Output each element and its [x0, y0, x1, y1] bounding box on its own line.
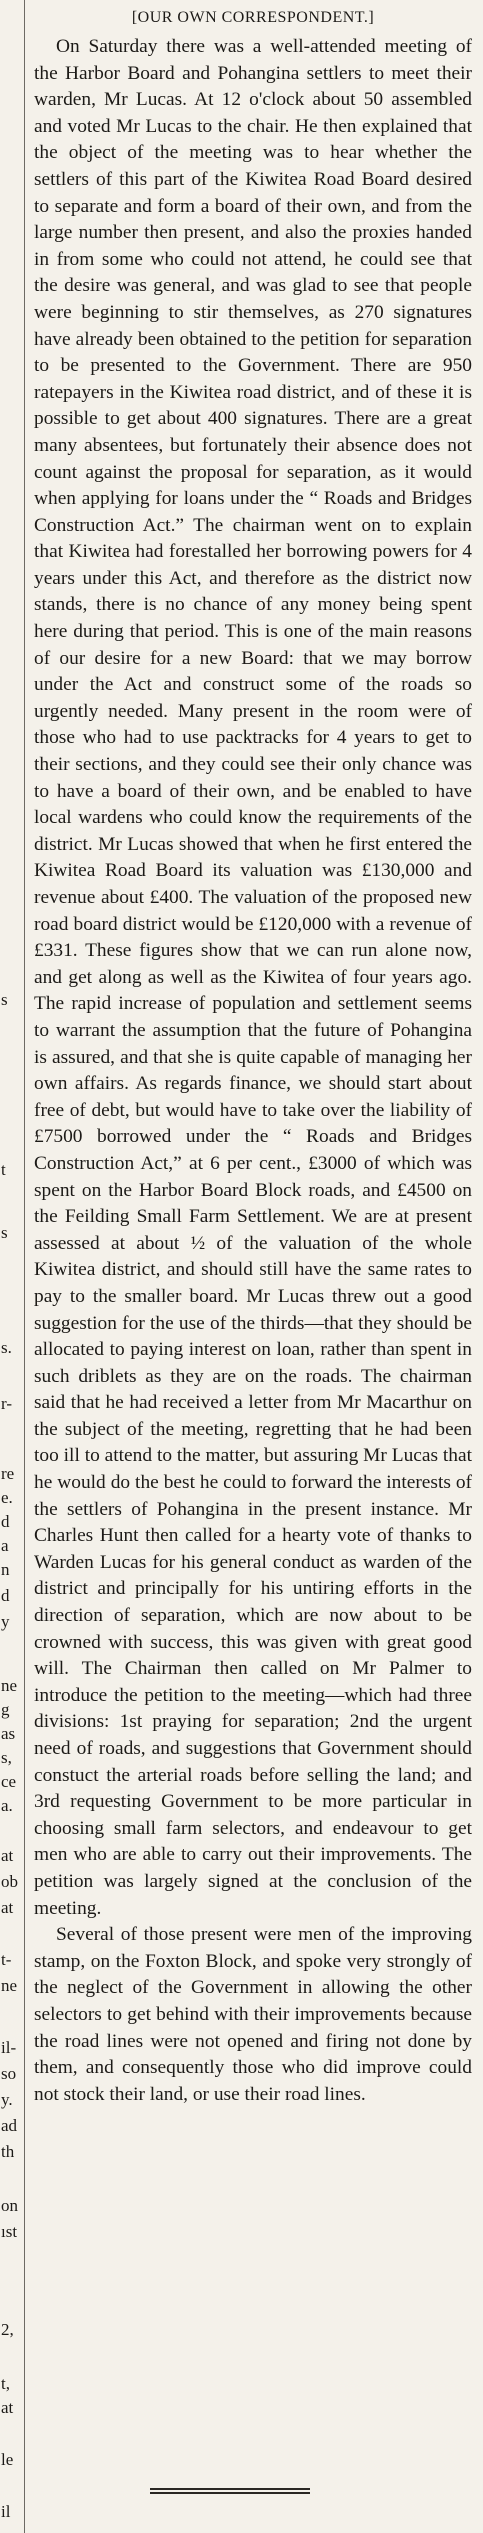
gutter-fragment: on: [1, 2196, 18, 2215]
gutter-fragment: ob: [1, 1872, 18, 1891]
gutter-fragment: d: [1, 1512, 10, 1531]
gutter-fragment: y.: [1, 2090, 13, 2109]
gutter-fragment: at: [1, 2398, 14, 2417]
gutter-fragment: il: [1, 2502, 11, 2521]
gutter-fragment: at: [1, 1846, 14, 1865]
gutter-fragment: s: [1, 1223, 8, 1242]
end-of-article-rule: [150, 2488, 310, 2494]
gutter-fragment: ad: [1, 2116, 18, 2135]
article: [34, 6, 472, 2108]
gutter-fragment: g: [1, 1700, 10, 1719]
left-column-gutter: [0, 0, 24, 2533]
gutter-fragment: le: [1, 2450, 14, 2469]
gutter-fragment: th: [1, 2142, 15, 2161]
gutter-fragment: il-: [1, 2038, 17, 2057]
gutter-fragment: re: [1, 1464, 15, 1483]
gutter-fragment: s.: [1, 1338, 12, 1357]
gutter-fragment: ne: [1, 1676, 18, 1695]
gutter-fragment: d: [1, 1586, 10, 1605]
gutter-fragment: 2,: [1, 2320, 14, 2339]
gutter-fragment: as: [1, 1724, 16, 1743]
gutter-fragment: a.: [1, 1796, 13, 1815]
gutter-fragment: ıst: [1, 2222, 18, 2241]
article-paragraph: Several of those present were men of the improving stamp, on the Foxton Block, and spoke very strongly of the neglect of the Government in allowing the other selectors to get behind with their improvements because the road lines were not opened and firing not done by them, and consequently those who did improve could not stock their land, or use their road lines.: [34, 1924, 472, 2105]
gutter-fragment: t,: [1, 2374, 10, 2393]
article-byline: [OUR OWN CORRESPONDENT.]: [131, 9, 375, 26]
article-paragraph: On Saturday there was a well-attended meeting of the Harbor Board and Pohangina settlers to meet their warden, Mr Lucas. At 12 o'clock about 50 assembled and voted Mr Lucas to the chair. He then explained that the object of the meeting was to hear whether the settlers of this part of the Kiwitea Road Board desired to separate and form a board of their own, and from the large number then present, and also the proxies handed in from some who could not attend, he could see that the desire was general, and was glad to see that people were beginning to stir themselves, as 270 signatures have already been obtained to the petition for separation to be presented to the Government. There are 950 ratepayers in the Kiwitea road district, and of these it is possible to get about 400 signatures. There are a great many absentees, but fortunately their absence does not count against the proposal for separation, as it would when applying for loans under the “ Roads and Bridges Construction Act.” The chairman went on to explain that Kiwitea had forestalled her borrowing powers for 4 years under this Act, and therefore as the district now stands, there is no chance of any money being spent here during that period. This is one of the main reasons of our desire for a new Board: that we may borrow under the Act and construct some of the roads so urgently needed. Many present in the room were of those who had to use packtracks for 4 years to get to their sections, and they could see their only chance was to have a board of their own, and be enabled to have local wardens who could know the requirements of the district. Mr Lucas showed that when he first entered the Kiwitea Road Board its valuation was £130,000 and revenue about £400. The valuation of the proposed new road board district would be £120,000 with a revenue of £331. These figures show that we can run alone now, and get along as well as the Kiwitea of four years ago. The rapid increase of population and settlement seems to warrant the assumption that the future of Pohangina is assured, and that she is quite capable of managing her own affairs. As regards finance, we should start about free of debt, but would have to take over the liability of £7500 borrowed under the “ Roads and Bridges Construction Act,” at 6 per cent., £3000 of which was spent on the Harbor Board Block roads, and £4500 on the Feilding Small Farm Settlement. We are at present assessed at about ½ of the valuation of the whole Kiwitea district, and should still have the same rates to pay to the smaller board. Mr Lucas threw out a good suggestion for the use of the thirds—that they should be allocated to paying interest on loan, rather than spent in such driblets as they are on the roads. The chairman said that he had received a letter from Mr Macarthur on the subject of the meeting, regretting that he had been too ill to attend to the matter, but assuring Mr Lucas that he would do the best he could to forward the interests of the settlers of Pohangina in the present instance. Mr Charles Hunt then called for a hearty vote of thanks to Warden Lucas for his general conduct as warden of the district and principally for his untiring efforts in the direction of separation, which are now about to be crowned with success, this was given with great good will. The Chairman then called on Mr Palmer to introduce the petition to the meeting—which had three divisions: 1st praying for separation; 2nd the urgent need of roads, and suggestions that Government should constuct the arterial roads before selling the land; and 3rd requesting Government to be more particular in choosing small farm selectors, and endeavour to get men who are able to carry out their improvements. The petition was largely signed at the conclusion of the meeting.: [34, 36, 472, 1919]
gutter-fragment: t-: [1, 1950, 12, 1969]
gutter-fragment: s,: [1, 1748, 12, 1767]
gutter-fragment: t: [1, 1160, 6, 1179]
column-divider-rule: [24, 0, 25, 2533]
gutter-fragment: y: [1, 1612, 10, 1631]
gutter-fragment: at: [1, 1898, 14, 1917]
gutter-fragment: ce: [1, 1772, 17, 1791]
gutter-fragment: s: [1, 990, 8, 1009]
gutter-fragment: n: [1, 1560, 10, 1579]
gutter-fragment: e.: [1, 1488, 13, 1507]
gutter-fragment: ne: [1, 1976, 18, 1995]
gutter-fragment: a: [1, 1536, 9, 1555]
gutter-fragment: so: [1, 2064, 17, 2083]
gutter-fragment: r-: [1, 1394, 12, 1413]
